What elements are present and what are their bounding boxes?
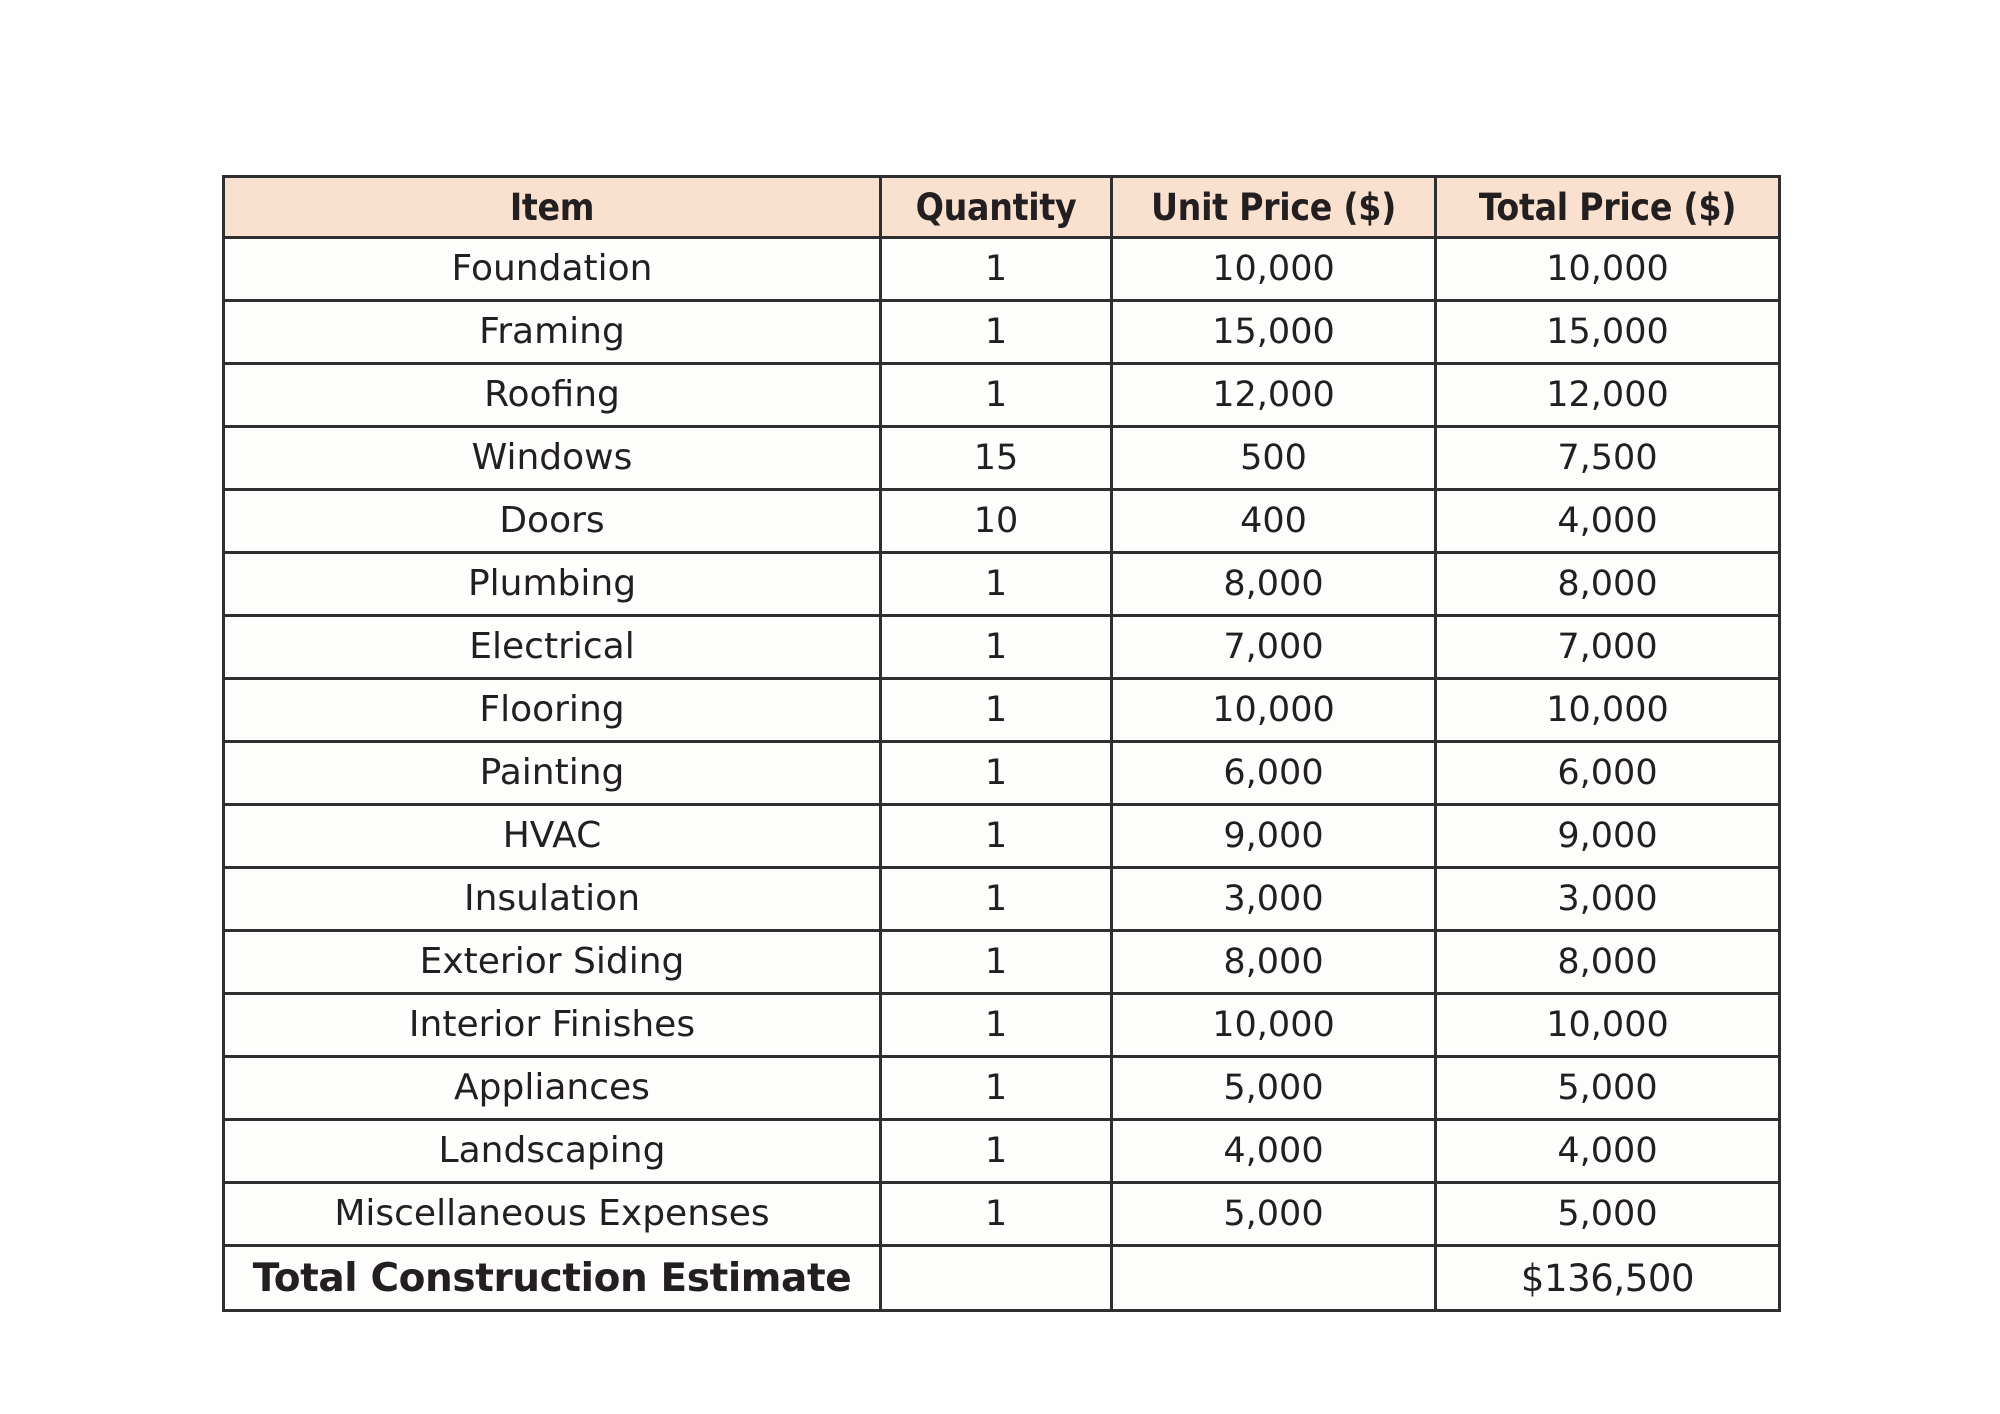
cell-total-price: 8,000 (1436, 553, 1780, 616)
table-row (224, 1120, 1780, 1183)
cell-item: HVAC (224, 805, 881, 868)
cell-quantity: 1 (881, 364, 1112, 427)
cell-unit-price: 4,000 (1112, 1120, 1436, 1183)
cell-total-price: 7,000 (1436, 616, 1780, 679)
cell-unit-price: 7,000 (1112, 616, 1436, 679)
cell-item: Framing (224, 301, 881, 364)
column-header-quantity[interactable]: Quantity (881, 177, 1112, 238)
table-row (224, 805, 1780, 868)
cell-total-price: 3,000 (1436, 868, 1780, 931)
cell-quantity: 1 (881, 931, 1112, 994)
cell-unit-price: 9,000 (1112, 805, 1436, 868)
column-header-item[interactable]: Item (224, 177, 881, 238)
cell-unit-price: 5,000 (1112, 1057, 1436, 1120)
cell-quantity: 1 (881, 1057, 1112, 1120)
cell-item: Exterior Siding (224, 931, 881, 994)
table-row (224, 931, 1780, 994)
cell-total-price: 12,000 (1436, 364, 1780, 427)
cell-item: Appliances (224, 1057, 881, 1120)
table-body (224, 238, 1780, 1246)
cell-unit-price: 10,000 (1112, 679, 1436, 742)
cell-item: Insulation (224, 868, 881, 931)
cell-unit-price: 5,000 (1112, 1183, 1436, 1246)
cell-total-price: 10,000 (1436, 679, 1780, 742)
cell-quantity: 15 (881, 427, 1112, 490)
table-row (224, 364, 1780, 427)
cell-unit-price: 8,000 (1112, 553, 1436, 616)
cell-unit-price: 500 (1112, 427, 1436, 490)
cell-unit-price: 8,000 (1112, 931, 1436, 994)
cell-quantity: 1 (881, 238, 1112, 301)
cell-quantity: 1 (881, 805, 1112, 868)
cell-quantity: 1 (881, 301, 1112, 364)
cell-quantity: 1 (881, 616, 1112, 679)
cell-total-price: 10,000 (1436, 994, 1780, 1057)
cell-quantity: 1 (881, 679, 1112, 742)
cell-item: Miscellaneous Expenses (224, 1183, 881, 1246)
table-row (224, 868, 1780, 931)
cell-total-price: 10,000 (1436, 238, 1780, 301)
cell-unit-price: 15,000 (1112, 301, 1436, 364)
cell-item: Painting (224, 742, 881, 805)
cell-unit-price: 6,000 (1112, 742, 1436, 805)
table-header (224, 177, 1780, 238)
table-row (224, 490, 1780, 553)
table-row (224, 679, 1780, 742)
cell-quantity: 1 (881, 553, 1112, 616)
cell-total-price: 5,000 (1436, 1183, 1780, 1246)
table-row (224, 994, 1780, 1057)
cell-unit-price: 10,000 (1112, 238, 1436, 301)
cell-item: Foundation (224, 238, 881, 301)
cell-unit-price: 400 (1112, 490, 1436, 553)
table-footer (224, 1246, 1780, 1311)
table-row (224, 1057, 1780, 1120)
table-row (224, 238, 1780, 301)
cell-quantity: 10 (881, 490, 1112, 553)
cell-total-price: 5,000 (1436, 1057, 1780, 1120)
total-row-label: Total Construction Estimate (224, 1246, 881, 1311)
cell-unit-price: 3,000 (1112, 868, 1436, 931)
cell-total-price: 9,000 (1436, 805, 1780, 868)
cell-item: Plumbing (224, 553, 881, 616)
total-row (224, 1246, 1780, 1311)
table-row (224, 553, 1780, 616)
table-row (224, 1183, 1780, 1246)
column-header-unit-price[interactable]: Unit Price ($) (1112, 177, 1436, 238)
cell-item: Doors (224, 490, 881, 553)
cell-total-price: 8,000 (1436, 931, 1780, 994)
total-row-value: $136,500 (1436, 1246, 1780, 1311)
total-row-unit (1112, 1246, 1436, 1311)
cell-total-price: 4,000 (1436, 1120, 1780, 1183)
table-row (224, 616, 1780, 679)
cell-unit-price: 12,000 (1112, 364, 1436, 427)
cell-item: Roofing (224, 364, 881, 427)
column-header-total-price[interactable]: Total Price ($) (1436, 177, 1780, 238)
cell-total-price: 4,000 (1436, 490, 1780, 553)
cell-quantity: 1 (881, 868, 1112, 931)
cell-item: Windows (224, 427, 881, 490)
cell-quantity: 1 (881, 1183, 1112, 1246)
cell-item: Electrical (224, 616, 881, 679)
estimate-table-container (222, 175, 1778, 1312)
table-row (224, 427, 1780, 490)
cell-unit-price: 10,000 (1112, 994, 1436, 1057)
cell-total-price: 7,500 (1436, 427, 1780, 490)
cell-item: Landscaping (224, 1120, 881, 1183)
cell-item: Interior Finishes (224, 994, 881, 1057)
cell-quantity: 1 (881, 1120, 1112, 1183)
table-header-row (224, 177, 1780, 238)
construction-cost-estimate-table (222, 175, 1781, 1312)
cell-quantity: 1 (881, 994, 1112, 1057)
table-row (224, 742, 1780, 805)
total-row-quantity (881, 1246, 1112, 1311)
cell-quantity: 1 (881, 742, 1112, 805)
cell-item: Flooring (224, 679, 881, 742)
cell-total-price: 15,000 (1436, 301, 1780, 364)
cell-total-price: 6,000 (1436, 742, 1780, 805)
table-row (224, 301, 1780, 364)
